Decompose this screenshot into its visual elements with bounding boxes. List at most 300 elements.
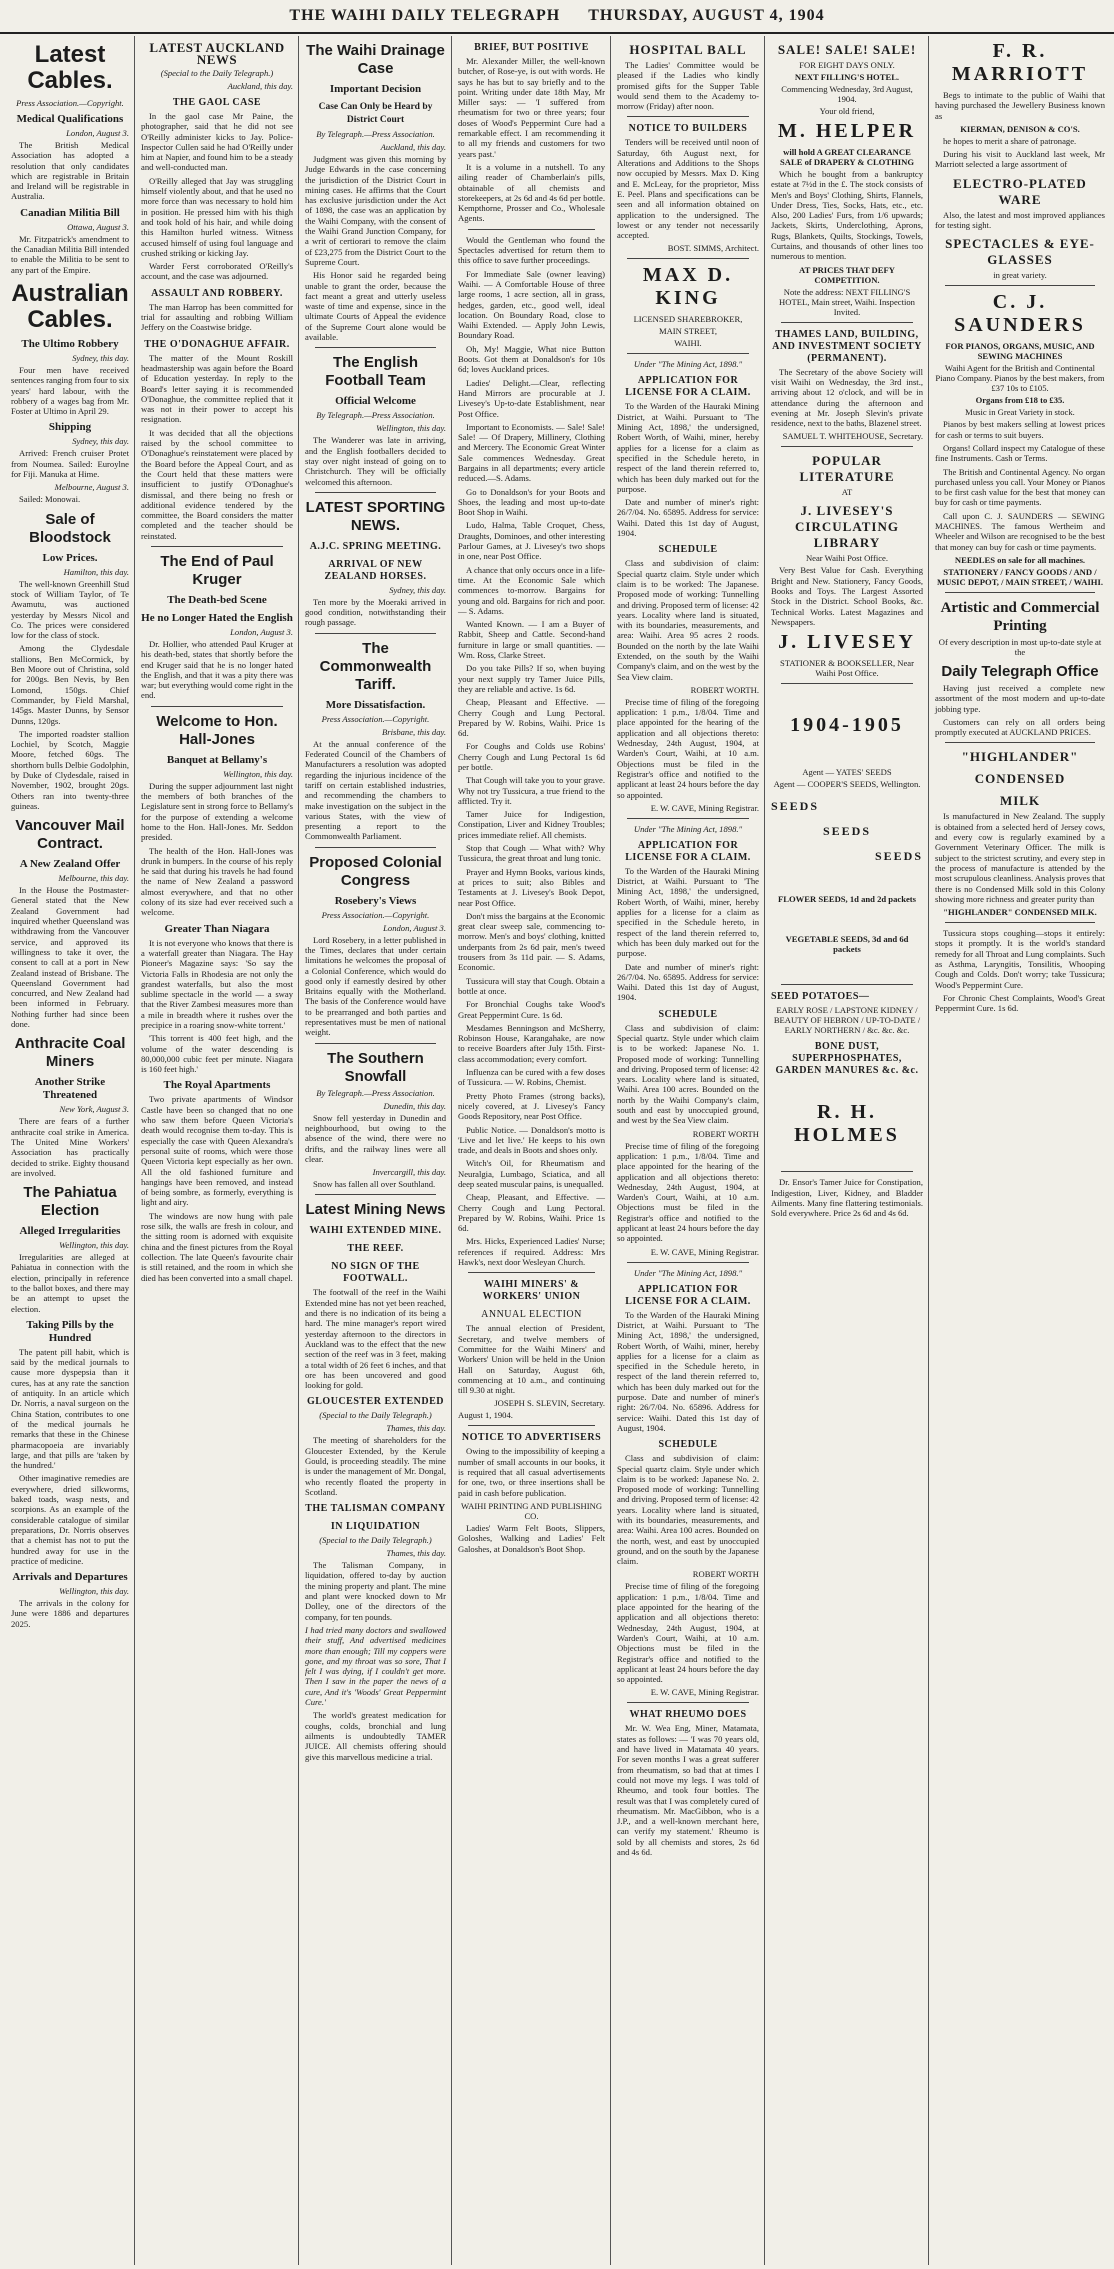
article-body: The footwall of the reef in the Waihi Extended mine has not yet been reached, and there is no indication of its being a hard. The mine manager's report wired yesterday afternoon to the directors in Auckland was to the effect that the new section of the reef was in 3 feet, making a total width of 26 feet 6 inches, and that ore has been uncovered and good looking for gold. [305,1287,446,1391]
notice-body: Precise time of filing of the foregoing application: 1 p.m., 1/8/04. Time and place appointed for the hearing of the application and all objections thereto: Wednesday, 24th August, 1904, at Warden's Court, Waihi, at 10 a.m. Objections must be filed in the Registrar's office and notified to the applicant at least 24 hours before the day so appointed. [617,696,759,800]
divider [627,818,749,819]
notice-body: Class and subdivision of claim: Special quartz claim. Style under which claim is to be worked: The Japanese. Proposed mode of working: Tunnelling and driving. Proposed term of license: 42 years. Locality where land is situated, with its boundaries, measurements, and area: Waihi. Area 95 acres 2 roods. Bounded on the north by the late Waihi Extended, on the south by the Waihi Company's claim, and on the west by the Sea View claim. [617,558,760,682]
article-body: The well-known Greenhill Stud stock of William Taylor, of Te Awamutu, was auctioned yesterday by Messrs Nicol and Co. The prices were considered low for the class of stock. [11,578,129,641]
subheadline: More Dissatisfaction. [325,698,426,711]
article-title: GLOUCESTER EXTENDED [306,1396,445,1408]
article-body: The man Harrop has been committed for trial for assaulting and robbing William Jeffery on the Coastwise bridge. [141,301,293,333]
issue-date: THURSDAY, AUGUST 4, 1904 [588,7,825,24]
column-1 [6,36,134,2265]
notice-signature: E. W. CAVE, Mining Registrar. [650,1687,759,1698]
article-body: There are fears of a further anthracite coal strike in America. The United Mine Workers' Association has practically decided to strike. Eighty thousand are involved. [11,1116,129,1178]
headline: LATEST SPORTING NEWS. [305,498,446,534]
ad-line: STATIONERY / FANCY GOODS / AND / MUSIC DEPOT, / MAIN STREET, / WAIHI. [937,566,1103,587]
dateline: Ottawa, August 3. [67,221,129,232]
agency-line: By Telegraph.—Press Association. [316,1087,435,1098]
ad-title: BRIEF, BUT POSITIVE [474,42,589,53]
dateline: Auckland, this day. [227,81,293,91]
headline: The End of Paul Kruger [160,552,274,588]
ad-body: Prayer and Hymn Books, various kinds, at prices to suit; also Bibles and Testaments at J. Livesey's Book Depot, near Post Office. [458,866,605,908]
headline: Latest Cables. [27,41,113,94]
divider [627,1262,749,1263]
headline: The Pahiatua Election [23,1184,117,1220]
divider [781,322,913,323]
article-title: NO SIGN OF THE FOOTWALL. [331,1261,420,1285]
divider [627,353,749,354]
ad-line: VEGETABLE SEEDS, 3d and 6d packets [785,934,909,955]
dateline: London, August 3. [230,626,293,637]
article-body: The Wanderer was late in arriving, and the English footballers decided to stay over night instead of going on to Christchurch. They will be officially welcomed this afternoon. [305,435,446,487]
ad-body: Also, the latest and most improved appliances for testing sight. [935,209,1105,231]
ad-line: Of every description in most up-to-date style at the [938,636,1102,657]
divider [781,683,913,684]
article-body: O'Reilly alleged that Jay was struggling himself violently about, and that he used no more force than was necessary to hold him in position. He pressed him with his thigh and took hold of his hair, and while doing this Hamilton hurled witness. Witness accused himself of using foul language and crushed striking or kicking Jay. [141,175,293,258]
ad-line: in great variety. [993,270,1047,281]
article-title: Shipping [48,421,92,434]
divider [627,116,749,117]
article-title: The Royal Apartments [163,1079,271,1092]
article-title: A.J.C. SPRING MEETING. [309,540,442,552]
ad-body: During his visit to Auckland last week, Mr Marriott selected a large assortment of [935,149,1105,170]
article-title: The Ultimo Robbery [21,337,119,350]
masthead [0,0,1114,34]
article-title: Arrivals and Departures [12,1571,128,1584]
column-3 [300,36,451,2265]
dateline: Hamilton, this day. [63,566,129,577]
article-body: During the supper adjournment last night the members of both branches of the Legislature sent in strong force to Bellamy's for the purpose of extending a welcome home to the Hon. Hall-Jones. Mr. Seddon presided. [141,780,293,843]
ad-signature: JOSEPH S. SLEVIN, Secretary. [494,1398,605,1409]
seeds-word: SEEDS [874,849,923,864]
ad-line: will hold A GREAT CLEARANCE SALE of DRAPERY & CLOTHING [779,147,915,167]
agency-line: By Telegraph.—Press Association. [316,410,435,421]
ad-body: Which he bought from a bankruptcy estate at 7½d in the £. The stock consists of Men's and Boys' Clothing, Shirts, Flannels, Under Dress, Ties, Socks, Hats, etc., etc. Also, 200 Ladies' Furs, from 1/6 upwards; Jackets, Skirts, Underclothing, Aprons, Rugs, Blankets, Quilts, Stockings, Towels, Curtains, and thousands of other lines too numerous to mention. [771,169,923,262]
dateline: Sydney, this day. [72,352,129,363]
ad-title: WHAT RHEUMO DOES [629,1709,747,1721]
ad-body: Mr. Alexander Miller, the well-known butcher, of Rose-ye, is out with words. He says he has but to say briefly and to the point. Writing under date 18th May, Mr Miller says: — 'I suffered from rheumatism for two or three years; four doses of Wood's Peppermint Cure had a remarkable effect. I am recommending it to all my friends and customers for two years past.' [458,56,605,159]
paper-name: THE WAIHI DAILY TELEGRAPH [289,7,561,24]
ad-name: C. J. SAUNDERS [954,291,1086,337]
ad-body: For Coughs and Colds use Robins' Cherry Cough and Lung Pectoral 1s 6d per bottle. [458,741,605,772]
notice-body: Precise time of filing of the foregoing application: 1 p.m., 1/8/04. Time and place appointed for the hearing of the application and all objections thereto: Wednesday, 24th August, 1904, at Warden's Court, Waihi, at 10 a.m. Objections must be filed in the Registrar's office and notified to the applicant at least 24 hours before the day so appointed. [617,1140,759,1244]
headline: Sale of Bloodstock [29,510,111,546]
ad-title: APPLICATION FOR LICENSE FOR A CLAIM. [625,839,751,863]
seeds-word: SEEDS [822,824,872,839]
ad-title: MAX D. KING [642,264,734,310]
dateline: Sydney, this day. [72,436,129,447]
ad-title: ELECTRO-PLATED WARE [953,175,1087,207]
column-rule [764,36,765,2265]
ad-line: Agent — YATES' SEEDS [802,767,892,778]
headline: Vancouver Mail Contract. [15,817,125,853]
subheadline: The Death-bed Scene [167,593,267,606]
ad-subtitle: FOR EIGHT DAYS ONLY. [799,60,895,70]
article-title: THE REEF. [347,1243,404,1255]
ad-body: Very Best Value for Cash. Everything Bright and New. Stationery, Fancy Goods, Books and Toys. The Largest Assorted Stock in the District. School Books, &c. Technical Works. Latest Magazines and Newspapers. [771,565,923,627]
ad-body: Ludo, Halma, Table Croquet, Chess, Draughts, Dominoes, and other interesting Parlour Games, at J. Livesey's two shops in one, near Post Office. [458,520,605,562]
act-heading: Under "The Mining Act, 1898." [633,823,743,834]
column-rule [928,36,929,2265]
column-rule [451,36,452,2265]
headline: Anthracite Coal Miners [14,1035,126,1071]
article-title: Greater Than Niagara [164,922,270,935]
article-body: The windows are now hung with pale rose silk, the walls are fresh in colour, and the sitting room is adorned with exquisite china and the finest pictures from the Royal collection. The late Queen's favourite chair is still retained, and the room in which she died has been converted into a small chapel. [141,1210,293,1283]
subheadline: Important Decision [329,83,422,95]
ad-title: SEED POTATOES— [771,991,870,1003]
subheadline: (Special to the Daily Telegraph.) [160,68,274,78]
ad-title: MILK [999,793,1041,809]
article-body: It was decided that all the objections raised by the school committee to O'Donaghue's reinstatement were placed by the Board before the Appeal Court, and as the Court held that these matters were insufficient to justify O'Donaghue's dismissal, and there being no fresh or additional evidence tendered by the committee, the Board considers the matter completed and the teacher should be reinstated. [141,427,293,541]
ad-line: Near Waihi Post Office. [805,553,889,564]
headline: The English Football Team [325,354,426,390]
divider [151,706,283,707]
article-title: Taking Pills by the Hundred [26,1318,114,1344]
ad-body: Begs to intimate to the public of Waihi that having purchased the Jewellery Business known as [935,90,1105,121]
article-body: It is not everyone who knows that there is a waterfall greater than Niagara. The Hay Pioneer's Magazine says: 'So say the Victoria Falls in Rhodesia are not only the grandest waterfalls, but also the most sublime spectacle in the world — a sway that the River Zambesi measures more than a mile in breadth where it rushes over the precipice in a roaring snow-white torrent.' [141,937,293,1030]
subheadline: A New Zealand Offer [19,858,121,871]
divider [945,742,1095,743]
ad-title: SALE! SALE! SALE! [777,42,917,57]
dateline: Melbourne, August 3. [54,482,129,493]
notice-body: Date and number of miner's right: 26/7/04. No. 65895. Address for service: Waihi. Dated this 1st day of August, 1904. [617,961,759,1003]
divider [315,633,436,634]
schedule-heading: SCHEDULE [658,1008,718,1020]
dateline: Sydney, this day. [389,584,446,595]
article-body: The matter of the Mount Roskill headmastership was again before the Board of Education yesterday. In reply to the Board's letter saying it is recommended O'Donaghue, the committee replied that it was not in their power to accept his resignation. [141,352,293,425]
article-body: At the annual conference of the Federated Council of the Chambers of Manufacturers a resolution was adopted regarding the injurious incidence of the tariff on certain established industries, and recommending the chambers to make investigation on the subject in the various States, with the view of presenting a report to the Commonwealth Parliament. [305,738,446,842]
ad-body: Is manufactured in New Zealand. The supply is obtained from a selected herd of Jersey cows, and every cow is regularly examined by a Government Veterinary Officer. The milk is subject to the strictest scrutiny, and every step in the process of manufacture is attended by the most scrupulous cleanliness. Analysis proves that there is no Condensed Milk sold in this Colony showing more richness and greater purity than [935,811,1105,904]
article-body: Two private apartments of Windsor Castle have been so changed that no one who saw them before Queen Victoria's death would recognise them to-day. This is especially the case with Queen Alexandra's personal suite of rooms, which were those Queen Victoria kept especially as her own. All the old fashioned furniture and hangings have been removed, and instead of being sombre, as formerly, everything is light and airy. [141,1094,293,1208]
notice-signature: ROBERT WORTH [692,1569,759,1580]
ad-line: Music in Great Variety in stock. [965,407,1075,418]
divider [315,1194,436,1195]
headline: Australian Cables. [11,279,129,333]
agency-line: Press Association.—Copyright. [321,909,430,920]
notice-body: Class and subdivision of claim: Special quartz. Style under which claim is to be worked: Japanese No. 1. Proposed mode of working: Tunnelling and driving. Proposed term of license: 42 years. Locality where land is situated, Waihi. Area 100 acres. Bounded on the north by the Waihi Company's claim, south and east by unoccupied ground, and west by the Sea View claim. [617,1022,760,1126]
ad-line: EARLY ROSE / LAPSTONE KIDNEY / BEAUTY OF HEBRON / UP-TO-DATE / EARLY NORTHERN / &c. &c. &c. [773,1005,921,1036]
divider [781,446,913,447]
agency-line: Press Association.—Copyright. [16,98,124,108]
seeds-word: SEEDS [771,799,820,814]
ad-title: POPULAR LITERATURE [799,453,895,485]
schedule-heading: SCHEDULE [658,544,718,556]
article-title: THE O'DONAGHUE AFFAIR. [144,338,290,350]
ad-line: Agent — COOPER'S SEEDS, Wellington. [773,779,921,790]
ad-line: AT PRICES THAT DEFY COMPETITION. [799,264,895,285]
article-body: In the gaol case Mr Paine, the photographer, said that he did not see O'Reilly administer kicks to Jay. Police-Inspector Cullen said he had O'Reilly under him at Napier, and found him to be a steady and well-conducted man. [141,111,293,173]
ad-line: Commencing Wednesday, 3rd August, 1904. [781,84,913,104]
ad-line: Your old friend, [819,106,875,116]
headline: The Commonwealth Tariff. [319,639,432,693]
divider [627,258,749,259]
ad-title: THAMES LAND, BUILDING, AND INVESTMENT SOCIETY (PERMANENT). [772,328,922,364]
subheadline: Banquet at Bellamy's [166,753,268,766]
ad-body: The Secretary of the above Society will visit Waihi on Wednesday, the 3rd inst., arriving about 12 o'clock, and will be in attendance during the afternoon and evening at Mr. Joseph Slevin's private residence, next to the baths, Blazenel street. [771,366,923,429]
dateline: Wellington, this day. [59,1586,129,1597]
ad-title: CONDENSED [974,771,1066,787]
article-title: ARRIVAL OF NEW ZEALAND HORSES. [324,558,427,582]
notice-signature: ROBERT WORTH. [690,684,759,695]
dateline: London, August 3. [66,128,129,138]
divider [315,1043,436,1044]
article-body: Snow fell yesterday in Dunedin and neighbourhood, but owing to the absence of the wind, there were no drifts, and the railway lines were all clear. [305,1112,446,1164]
divider [468,1272,595,1273]
article-body: His Honor said he regarded being unable to grant the order, because the fact meant a great and utterly useless waste of time and expense, since in the ultimate Courts of Appeal the evidence of the Supreme Court alone would be available. [305,270,446,343]
ad-title: 1904-1905 [790,714,904,737]
ad-body: Public Notice. — Donaldson's motto is 'Live and let live.' He keeps to his own trade, and deals in Boots and shoes only. [458,1124,605,1156]
ad-line: Note the address: NEXT FILLING'S HOTEL, Main street, Waihi. Inspection Invited. [779,286,915,317]
ad-line: AT [841,487,853,498]
article-title: Canadian Militia Bill [20,206,120,219]
ad-line: FLOWER SEEDS, 1d and 2d packets [777,894,917,905]
ad-body: Owing to the impossibility of keeping a number of small accounts in our books, it is required that all casual advertisements for one, two, or three insertions shall be paid in cash before publication. [458,1446,605,1498]
ad-body: Tenders will be received until noon of Saturday, 6th August next, for Alterations and Additions to the Shops now occupied by Messrs. Max D. King and E. McLeay, for the proprietor, Miss E. Peel. Plans and specifications can be seen and all information obtained on application to the undersigned. The lowest or any tender not necessarily accepted. [617,137,759,241]
ad-signature: WAIHI PRINTING AND PUBLISHING CO. [460,1500,603,1521]
ad-body: That Cough will take you to your grave. Why not try Tussicura, a true friend to the afflicted. Try it. [458,775,605,806]
headline: Welcome to Hon. Hall-Jones [156,712,278,748]
ad-name: R. H. HOLMES [794,1101,900,1147]
article-title: WAIHI EXTENDED MINE. [309,1225,442,1237]
article-body: Four men have received sentences ranging from four to six years' hard labour, with the robbery of a wages bag from Mr. Foster at Ultimo in April 29. [11,364,129,417]
ad-body: Mrs. Hicks, Experienced Ladies' Nurse; references if required. Address: Mrs Hawk's, next door Wesleyan Church. [458,1236,605,1268]
ad-body: Oh, My! Maggie, What nice Button Boots. Got them at Donaldson's for 10s 6d; loves Auckland prices. [458,343,605,375]
headline: LATEST AUCKLAND NEWS [149,40,285,67]
act-heading: Under "The Mining Act, 1898." [633,359,743,370]
ad-name: F. R. MARRIOTT [951,40,1089,85]
ad-title: WAIHI MINERS' & WORKERS' UNION [482,1279,581,1303]
notice-body: To the Warden of the Hauraki Mining District, at Waihi. Pursuant to 'The Mining Act, 1898,' the undersigned, Robert Worth, of Waihi, miner, hereby applies for a license for a claim as specified in the Schedule hereto, in respect of the land therein referred to, which has been duly marked out for the purpose. Date and number of miner's right: 26/7/04. No. 65896. Address for service: Waihi. Dated this 1st day of August, 1904. [617,1309,759,1433]
dateline: Thames, this day. [386,1423,446,1434]
dateline: Thames, this day. [386,1548,446,1559]
ad-title: Artistic and Commercial Printing [940,599,1100,634]
headline: Latest Mining News [305,1201,446,1219]
article-body: The British Medical Association has adopted a resolution that only candidates which are registrable in Britain and Ireland will be registrable in Australia. [11,140,129,202]
divider [781,984,913,985]
ad-title: NOTICE TO BUILDERS [628,123,748,135]
article-title: ASSAULT AND ROBBERY. [151,287,283,299]
divider [468,1425,595,1426]
dateline: New York, August 3. [59,1104,129,1115]
ad-body: Pretty Photo Frames (strong backs), nicely covered, at J. Livesey's Fancy Goods Repository, near Post Office. [458,1090,605,1122]
ad-body: Organs! Collard inspect my Catalogue of these fine Instruments. Cash or Terms. [935,442,1105,464]
article-body: The world's greatest medication for coughs, colds, bronchial and lung ailments is undoubtedly TAMER JUICE. All chemists offering should give this marvellous medicine a trial. [305,1710,446,1762]
ad-body: he hopes to merit a share of patronage. [943,135,1077,146]
schedule-heading: SCHEDULE [658,1439,718,1451]
dateline: London, August 3. [383,922,446,933]
divider [781,1171,913,1172]
ad-line: Waihi Agent for the British and Continental Piano Company. Pianos by the best makers, from £37 10s to £105. [935,363,1105,394]
article-body: Sailed: Monowai. [19,494,81,505]
ad-title: NOTICE TO ADVERTISERS [461,1432,602,1444]
ad-body: Ladies' Delight.—Clear, reflecting Hand Mirrors are procurable at J. Livesey's Up-to-date Establishment, near Post Office. [458,377,605,419]
ad-name: J. LIVESEY [778,631,916,654]
ad-body: Important to Economists. — Sale! Sale! Sale! — Of Drapery, Millinery, Clothing and Mercery. The Economic Great Winter Sale commences Wednesday. Great Bargains in all departments; every article reduced.—S. Adams. [458,421,605,484]
article-body: The arrivals in the colony for June were 1886 and departures 2025. [11,1598,129,1629]
ad-body: The Ladies' Committee would be pleased if the Ladies who kindly promised gifts for the Supper Table would send them to the Academy to-morrow (Friday) after noon. [617,60,759,112]
headline: The Waihi Drainage Case [306,42,445,77]
ad-title: APPLICATION FOR LICENSE FOR A CLAIM. [625,375,751,399]
article-title: THE GAOL CASE [172,97,262,108]
ad-body: The annual election of President, Secretary, and twelve members of Committee for the Waihi Miners' and Workers' Union will be held in the Union Hall on Saturday, August 6th, commencing at 10 a.m., and continuing till 9.30 at night. [458,1323,605,1396]
notice-body: Class and subdivision of claim: Special quartz claim. Style under which claim is to be worked: Japanese No. 2. Proposed mode of working: Tunnelling and driving. Proposed term of license: 42 years. Locality where land is situated, with its boundaries, measurements, and area: Waihi. Area 100 acres. Bounded on the north, west, and east by unoccupied ground, and on the south by the Japanese claim. [617,1453,760,1567]
subheadline: Rosebery's Views [334,894,417,907]
article-body: Other imaginative remedies are everywhere, dried silkworms, baked toads, wasp nests, and scorpions. As an example of the considerable catalogue of similar preparations, Dr. Norris observes that a chemist has not to put the hundred away for use in the practice of medicine. [11,1473,129,1566]
column-rule [298,36,299,2265]
ad-subtitle: WAIHI. [674,338,702,349]
column-4 [453,36,610,2265]
agency-line: By Telegraph.—Press Association. [316,129,435,139]
column-7 [930,36,1110,2265]
article-body: Snow has fallen all over Southland. [313,1179,436,1190]
ad-signature: SAMUEL T. WHITEHOUSE, Secretary. [782,431,923,442]
subheadline: (Special to the Daily Telegraph.) [319,1535,432,1546]
ad-body: Mr. W. Wea Eng, Miner, Matamata, states as follows: — 'I was 70 years old, and have lived in Matamata 40 years. For seven months I was a great sufferer from rheumatism, so bad that at times I could not move my legs. I was told of Rheumo, and took four bottles. The result was that I was completely cured of rheumatism. Mr. MacGibbon, who is a J.P., and a well-known merchant here, can verify my statement.' Rheumo is sold by all chemists and stores, 2s 6d and 4s 6d. [617,1723,759,1857]
column-5 [612,36,764,2265]
article-body: Ten more by the Moeraki arrived in good condition, notwithstanding their rough passage. [305,596,446,628]
ad-body: For Immediate Sale (owner leaving) Waihi. — A Comfortable House of three large rooms, 1 acre section, all in grass, hedges, garden, etc., good well, ideal location. On Boundary Road, close to Waihi Extended. — Apply John Lewis, Boundary Road. [458,268,605,341]
ad-title: APPLICATION FOR LICENSE FOR A CLAIM. [625,1283,751,1307]
article-body: The patent pill habit, which is said by the medical journals to cause more dyspepsia than it cures, has at any rate the sanction of antiquity. In an article which Dr. Norris, a naval surgeon on the China Station, contributes to one of the medical journals he remarks that these in the Chinese pharmacopoeia are invariably large, and that pills are 'taken by the hundred.' [11,1346,129,1471]
column-6 [766,36,928,2265]
subheadline: Case Can Only be Heard by District Court [318,102,433,125]
subheadline: Official Welcome [335,395,416,408]
notice-body: Precise time of filing of the foregoing application: 1 p.m., 1/8/04. Time and place appointed for the hearing of the application and all objections thereto: Wednesday, 24th August, 1904, at Warden's Court, Waihi, at 10 a.m. Objections must be filed in the Registrar's office and notified to the applicant at least 24 hours before the day so appointed. [617,1581,759,1685]
article-title: THE TALISMAN COMPANY [305,1503,446,1515]
article-body: Warder Ferst corroborated O'Reilly's account, and the case was adjourned. [141,261,293,282]
divider [468,229,595,230]
dateline: Brisbane, this day. [382,726,446,737]
subheadline: (Special to the Daily Telegraph.) [319,1410,432,1421]
ad-body: It is a volume in a nutshell. To any ailing reader of Chamberlain's pills, obtainable of all chemists and storekeepers, at 2s 6d and 4s 6d per bottle. Kempthorne, Prosser and Co., Wholesale Agents. [458,161,605,224]
article-title: IN LIQUIDATION [330,1521,421,1533]
ad-subtitle: MAIN STREET, [658,326,718,337]
article-body: 'This torrent is 400 feet high, and the volume of the water descending is 80,000,000 cubic feet per minute. Niagara is 160 feet high.' [141,1033,293,1075]
dateline: Wellington, this day. [376,423,446,434]
ad-body: Go to Donaldson's for your Boots and Shoes, the leading and most up-to-date Boot Shop in Waihi. [458,486,605,518]
article-body: Among the Clydesdale stallions, Ben McCormick, by Ben Moore out of Christina, sold for 200gs. Ben Nevis, by Ben Lomond, 150gs. Chief Commander, by Field Marshal, 145gs. Master Dunns, by Sensor Dunns, 120gs. [11,643,129,726]
ad-body: Witch's Oil, for Rheumatism and Neuralgia, Lumbago, Sciatica, and all deep seated muscular pains, is unequalled. [458,1158,605,1189]
divider [315,347,436,348]
headline: Proposed Colonial Congress [309,853,442,889]
ad-body: Cheap, Pleasant and Effective. — Cherry Cough and Lung Pectoral. Prepared by W. Robins, Waihi. Price 1s 6d. [458,697,605,739]
divider [315,492,436,493]
ad-line: KIERMAN, DENISON & CO'S. [960,123,1080,134]
article-body: Lord Rosebery, in a letter published in the Times, declares that under certain limitations he welcomes the proposal of a Colonial Conference, which would do good only if earnestly desired by other Britains equally with the Motherland. The basis of the Conference would have to be prearranged and both parties and representatives must be men of national weight. [305,934,446,1038]
ad-signature: BOST. SIMMS, Architect. [667,243,759,254]
dateline: Invercargill, this day. [372,1167,446,1178]
dateline: Dunedin, this day. [383,1100,446,1111]
ad-body: For Bronchial Coughs take Wood's Great Peppermint Cure. 1s 6d. [458,999,605,1020]
ad-date: August 1, 1904. [458,1410,513,1421]
ad-body: Mesdames Benningson and McSherry, Robinson House, Karangahake, are now to receive Boarders after July 15th. First-class accommodation; every comfort. [458,1022,605,1064]
divider [627,1702,749,1703]
article-body: The Talisman Company, in liquidation, offered to-day by auction the mining property and plant. The mine and plant were knocked down to Mr Dolley, one of the directors of the company, for ten pounds. [305,1560,446,1622]
ad-body: Dr. Ensor's Tamer Juice for Constipation, Indigestion, Liver, Kidney, and Bladder Ailments. Many fine flattering testimonials. Sold everywhere. Price 2s 6d and 4s 6d. [771,1177,923,1219]
ad-body: Call upon C. J. SAUNDERS — SEWING MACHINES. The famous Wertheim and Wheeler and Wilson are recognised to be the best that money can buy for cash or time payments. [935,510,1105,552]
divider [945,922,1095,923]
article-body: The meeting of shareholders for the Gloucester Extended, by the Kerule Gould, is proceeding steadily. The mine is under the management of Mr. Dongal, who recently floated the property in Scotland. [305,1435,446,1497]
ad-body: Tamer Juice for Indigestion, Constipation, Liver and Kidney Troubles; prices immediate relief. All chemists. [458,809,605,840]
agency-line: Press Association.—Copyright. [321,713,430,724]
ad-title: SPECTACLES & EYE-GLASSES [945,236,1095,268]
ad-line: FOR PIANOS, ORGANS, MUSIC, AND SEWING MACHINES [945,341,1095,362]
ad-body: Would the Gentleman who found the Spectacles advertised for return them to this office to save further proceedings. [458,234,605,266]
ad-title: HOSPITAL BALL [629,42,747,57]
ad-body: Influenza can be cured with a few doses of Tussicura. — W. Robins, Chemist. [458,1067,605,1088]
ad-body: Do you take Pills? If so, when buying your next supply try Tamer Juice Pills, they are reliable and active. 1s 6d. [458,663,605,694]
ad-body: Tussicura will stay that Cough. Obtain a bottle at once. [458,975,605,996]
column-rule [134,36,135,2265]
ad-body: Pianos by best makers selling at lowest prices for cash or terms to suit buyers. [935,419,1105,440]
ad-line: Organs from £18 to £35. [975,395,1065,406]
ad-body: Having just received a complete new assortment of the most modern and up-to-date jobbing type. [935,682,1105,714]
ad-line: "HIGHLANDER" CONDENSED MILK. [943,907,1097,918]
dateline: Melbourne, this day. [58,873,129,884]
ad-body: Wanted Known. — I am a Buyer of Rabbit, Sheep and Cattle. Second-hand furniture in large or small quantities. — Wm. Ross, Clarke Street. [458,619,605,661]
ad-line: NEEDLES on sale for all machines. [954,554,1086,565]
article-body: The health of the Hon. Hall-Jones was drunk in bumpers. In the course of his reply he said that during his travels he had found the name of New Zealand a password almost everywhere, and that no other colony of its size had ever received such a welcome. [141,845,293,918]
column-2 [136,36,298,2265]
subheadline: Low Prices. [42,551,98,564]
subheadline: He no Longer Hated the English [141,611,293,624]
ad-body: Stop that Cough — What with? Why Tussicura, the great throat and lung tonic. [458,843,605,864]
headline: The Southern Snowfall [327,1049,424,1085]
subheadline: Alleged Irregularities [19,1225,121,1238]
dateline: Wellington, this day. [223,768,293,779]
ad-body: Customers can rely on all orders being promptly executed at AUCKLAND PRICES. [935,716,1105,738]
dateline: Wellington, this day. [59,1240,129,1251]
ad-subtitle: LICENSED SHAREBROKER, [633,314,743,325]
ad-body: Ladies' Warm Felt Boots, Slippers, Goloshes, Walking and Ladies' Felt Galoshes, at Donaldson's Boot Shop. [458,1522,605,1554]
ad-subtitle: ANNUAL ELECTION [481,1309,582,1321]
notice-signature: E. W. CAVE, Mining Registrar. [650,1246,759,1257]
ad-body: Cheap, Pleasant, and Effective. — Cherry Cough and Lung Pectoral. Prepared by W. Robins, Waihi. Price 1s 6d. [458,1192,605,1234]
subheadline: Another Strike Threatened [34,1076,106,1102]
article-body: Judgment was given this morning by Judge Edwards in the case concerning the jurisdiction of the District Court in mining cases. He affirms that the Court has exclusive jurisdiction under the Act of 1898, the case was an application by the Waihi Company, with the consent of the Waihi Grand Junction Company, for a writ of certiorari to remove the claim of £23,275 from the District Court to the Supreme Court. [305,154,446,267]
act-heading: Under "The Mining Act, 1898." [633,1267,743,1278]
ad-body: Don't miss the bargains at the Economic great clear sweep sale, commencing to-morrow. Men's and boys' clothing, knitted underpants from 2s 6d pair, men's tweed trousers from 3s 11d pair. — S. Adams, Economic. [458,910,605,973]
ad-title: "HIGHLANDER" [961,749,1079,765]
column-rule [610,36,611,2265]
article-body: The imported roadster stallion Lochiel, by Scotch, Maggie Moore, fetched 60gs. The shorthorn bulls Delbie Godolphin, by Duke of Clydesdale, raised in November, 1902, brought 20gs. Others ran into twenty-three guineas. [11,728,129,811]
notice-body: To the Warden of the Hauraki Mining District, at Waihi. Pursuant to 'The Mining Act, 1898,' the undersigned, Robert Worth, of Waihi, miner, hereby applies for a license for a claim as specified in the Schedule hereto, in respect of the land therein referred to, which has been duly marked out for the purpose. [617,865,759,959]
ad-body: The British and Continental Agency. No organ purchased unless you call. Your Money or Pianos to be first cash value for the best that money can buy for cash or time payments. [935,466,1105,508]
article-body: Irregularities are alleged at Pahiatua in connection with the election, principally in reference to the ballot boxes, and there may be an attempt to upset the election. [11,1252,129,1314]
ad-name: M. HELPER [777,120,917,142]
divider [945,592,1095,593]
notice-body: To the Warden of the Hauraki Mining District, at Waihi. Pursuant to 'The Mining Act, 1898,' the undersigned, Robert Worth, of Waihi, miner, hereby applies for a license for a claim as specified in the Schedule hereto, in respect of the land therein referred to, which has been duly marked out for the purpose. [617,401,759,494]
divider [151,546,283,547]
ad-body: Tussicura stops coughing—stops it entirely: stops it promptly. It is the world's standard remedy for all Throat and Lung complaints. Such as Asthma, Laryngitis, Tonsilitis, Whooping Cough and Colds. Don't worry; take Tussicura; Wood's Peppermint Cure. [935,928,1105,990]
ad-name: J. LIVESEY'S CIRCULATING LIBRARY [795,503,899,551]
ad-name: Daily Telegraph Office [941,662,1099,680]
ad-title: BONE DUST, SUPERPHOSPHATES, GARDEN MANURES &c. &c. [775,1041,919,1077]
article-body: Arrived: French cruiser Protet from Noumea. Sailed: Euroylne for Fiji. Manuka at Hime. [11,448,129,480]
ad-body: For Chronic Chest Complaints, Wood's Great Peppermint Cure. 1s 6d. [935,992,1105,1014]
notice-body: Date and number of miner's right: 26/7/04. No. 65895. Address for service: Waihi. Dated this 1st day of August, 1904. [617,497,759,539]
notice-signature: E. W. CAVE, Mining Registrar. [650,802,759,813]
ad-line: STATIONER & BOOKSELLER, Near Waihi Post Office. [780,658,914,679]
article-body: In the House the Postmaster-General stated that the New Zealand Government had inquired whether Queensland was withdrawing from the Vancouver service, and approved its willingness to take it over, the consent to call at a port in New Zealand instead of Brisbane. The Queensland Government had concurred, and New Zealand had been informed in February. Nothing further had since been done. [11,885,129,1030]
article-body: Dr. Hollier, who attended Paul Kruger at his death-bed, states that shortly before the end Kruger said that he is no longer hated the English, and that it was a pity there was war; but everything would come right in the end. [141,638,293,701]
article-body: Mr. Fitzpatrick's amendment to the Canadian Militia Bill intended to enable the Militia to be sent to any part of the Empire. [11,233,129,275]
article-title: Medical Qualifications [16,113,124,125]
verse: I had tried many doctors and swallowed their stuff, And advertised medicines more than enough; Till my coppers were gone, and my throat was so sore, That I felt I was dying, if I couldn't get more. Then I saw in the paper the news of a cure, And it's 'Woods' Great Peppermint Cure.' [305,1624,446,1708]
divider [945,285,1095,286]
ad-line: NEXT FILLING'S HOTEL. [794,72,900,82]
divider [315,847,436,848]
dateline: Auckland, this day. [380,142,446,152]
notice-signature: ROBERT WORTH [692,1128,759,1139]
ad-body: A chance that only occurs once in a life-time. At the Economic Sale which commences to-morrow. Bargains for young and old. Bargains for rich and poor. — S. Adams. [458,564,605,616]
